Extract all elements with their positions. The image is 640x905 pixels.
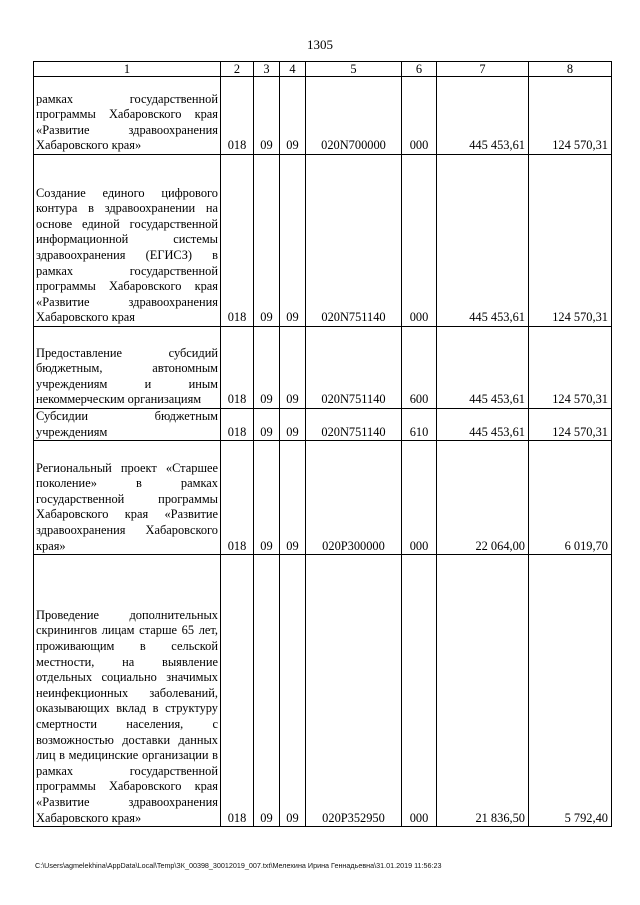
row-code-target: 020N751140 bbox=[306, 327, 402, 409]
column-header: 5 bbox=[306, 62, 402, 77]
row-name: Региональный проект «Старшее поколение» в рамках государственной программы Хабаровского края «Развитие здравоохранения Хабаровского края» bbox=[34, 441, 221, 555]
table-row bbox=[34, 155, 612, 327]
row-name: Проведение дополнительных скринингов лицам старше 65 лет, проживающим в сельской местности, на выявление отдельных социально значимых неинфекционных заболеваний, оказывающих вклад в структуру смертности населения, с возможностью доставки данных лиц в медицинские организации в рамках государственной программы Хабаровского края «Развитие здравоохранения Хабаровского края» bbox=[34, 555, 221, 827]
row-code-expense-type: 000 bbox=[402, 77, 437, 155]
column-header: 4 bbox=[280, 62, 306, 77]
row-code-expense-type: 600 bbox=[402, 327, 437, 409]
row-code-expense-type: 000 bbox=[402, 155, 437, 327]
column-header: 3 bbox=[254, 62, 280, 77]
row-code-subsection: 09 bbox=[280, 441, 306, 555]
row-code-target: 020N751140 bbox=[306, 409, 402, 441]
table-header-row bbox=[34, 62, 612, 77]
row-name: Субсидии бюджетным учреждениям bbox=[34, 409, 221, 441]
table-row bbox=[34, 77, 612, 155]
table-row bbox=[34, 327, 612, 409]
row-amount-plan: 21 836,50 bbox=[437, 555, 529, 827]
row-amount-actual: 124 570,31 bbox=[529, 77, 612, 155]
row-amount-actual: 124 570,31 bbox=[529, 409, 612, 441]
row-code-target: 020P352950 bbox=[306, 555, 402, 827]
row-code-ministry: 018 bbox=[221, 441, 254, 555]
document-footer-path: C:\Users\agmelekhina\AppData\Local\Temp\ЗК_00398_30012019_007.txt\Мелехина Ирина Геннадьевна\31.01.2019 11:56:23 bbox=[35, 861, 442, 870]
row-code-target: 020N700000 bbox=[306, 77, 402, 155]
row-amount-actual: 124 570,31 bbox=[529, 155, 612, 327]
row-code-subsection: 09 bbox=[280, 155, 306, 327]
row-name: Создание единого цифрового контура в здравоохранении на основе единой государственной информационной системы здравоохранения (ЕГИСЗ) в рамках государственной программы Хабаровского края «Развитие здравоохранения Хабаровского края bbox=[34, 155, 221, 327]
row-amount-actual: 5 792,40 bbox=[529, 555, 612, 827]
row-code-ministry: 018 bbox=[221, 555, 254, 827]
row-code-subsection: 09 bbox=[280, 409, 306, 441]
row-amount-actual: 124 570,31 bbox=[529, 327, 612, 409]
row-name: рамках государственной программы Хабаровского края «Развитие здравоохранения Хабаровского края» bbox=[34, 77, 221, 155]
row-code-ministry: 018 bbox=[221, 77, 254, 155]
row-code-expense-type: 000 bbox=[402, 555, 437, 827]
page-number: 1305 bbox=[307, 37, 333, 52]
table-row bbox=[34, 441, 612, 555]
row-code-section: 09 bbox=[254, 77, 280, 155]
column-header: 6 bbox=[402, 62, 437, 77]
budget-table bbox=[33, 61, 612, 827]
column-header: 8 bbox=[529, 62, 612, 77]
row-code-target: 020N751140 bbox=[306, 155, 402, 327]
column-header: 1 bbox=[34, 62, 221, 77]
row-code-ministry: 018 bbox=[221, 327, 254, 409]
row-code-section: 09 bbox=[254, 555, 280, 827]
row-name: Предоставление субсидий бюджетным, автономным учреждениям и иным некоммерческим организациям bbox=[34, 327, 221, 409]
row-code-section: 09 bbox=[254, 327, 280, 409]
row-code-section: 09 bbox=[254, 155, 280, 327]
row-code-section: 09 bbox=[254, 409, 280, 441]
column-header: 7 bbox=[437, 62, 529, 77]
row-amount-plan: 22 064,00 bbox=[437, 441, 529, 555]
row-code-ministry: 018 bbox=[221, 155, 254, 327]
row-amount-plan: 445 453,61 bbox=[437, 155, 529, 327]
row-amount-actual: 6 019,70 bbox=[529, 441, 612, 555]
row-amount-plan: 445 453,61 bbox=[437, 77, 529, 155]
row-amount-plan: 445 453,61 bbox=[437, 409, 529, 441]
table-row bbox=[34, 555, 612, 827]
table-row bbox=[34, 409, 612, 441]
row-code-target: 020P300000 bbox=[306, 441, 402, 555]
row-code-section: 09 bbox=[254, 441, 280, 555]
column-header: 2 bbox=[221, 62, 254, 77]
row-code-ministry: 018 bbox=[221, 409, 254, 441]
row-code-expense-type: 000 bbox=[402, 441, 437, 555]
row-code-expense-type: 610 bbox=[402, 409, 437, 441]
row-amount-plan: 445 453,61 bbox=[437, 327, 529, 409]
row-code-subsection: 09 bbox=[280, 555, 306, 827]
row-code-subsection: 09 bbox=[280, 327, 306, 409]
row-code-subsection: 09 bbox=[280, 77, 306, 155]
